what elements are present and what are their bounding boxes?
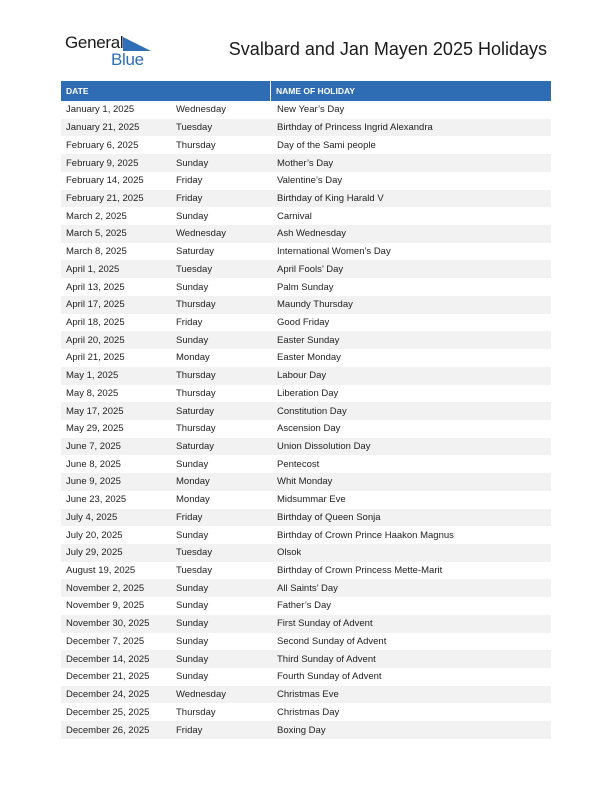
holiday-date: May 29, 2025 (66, 423, 124, 435)
holiday-name: Labour Day (277, 370, 327, 382)
header-holiday-name: NAME OF HOLIDAY (276, 86, 356, 96)
holiday-weekday: Sunday (176, 334, 209, 346)
holiday-name: Christmas Day (277, 706, 340, 718)
holiday-date: March 5, 2025 (66, 228, 127, 240)
holiday-date: August 19, 2025 (66, 565, 136, 577)
holiday-date: March 8, 2025 (66, 246, 127, 258)
holiday-date: December 24, 2025 (66, 689, 150, 701)
holiday-weekday: Sunday (176, 635, 209, 647)
holiday-date: December 25, 2025 (66, 706, 150, 718)
table-row (61, 721, 551, 739)
holiday-date: April 17, 2025 (66, 299, 125, 311)
table-row (61, 349, 551, 367)
holidays-table (61, 81, 551, 739)
holiday-weekday: Sunday (176, 458, 209, 470)
holiday-name: Birthday of King Harald V (277, 192, 384, 204)
holiday-weekday: Thursday (176, 706, 216, 718)
holiday-weekday: Friday (176, 192, 203, 204)
table-row (61, 668, 551, 686)
holiday-date: April 20, 2025 (66, 334, 125, 346)
holiday-weekday: Friday (176, 724, 203, 736)
table-row (61, 243, 551, 261)
table-row (61, 154, 551, 172)
holiday-date: April 1, 2025 (66, 263, 120, 275)
holiday-date: June 9, 2025 (66, 476, 121, 488)
holiday-date: November 9, 2025 (66, 600, 145, 612)
table-row (61, 119, 551, 137)
holiday-weekday: Tuesday (176, 263, 213, 275)
holiday-date: December 26, 2025 (66, 724, 150, 736)
holiday-weekday: Wednesday (176, 689, 226, 701)
holiday-date: November 30, 2025 (66, 618, 150, 630)
holiday-name: Ascension Day (277, 423, 341, 435)
holiday-weekday: Friday (176, 175, 203, 187)
holiday-date: July 4, 2025 (66, 511, 118, 523)
table-row (61, 136, 551, 154)
holiday-name: Mother’s Day (277, 157, 334, 169)
holiday-date: February 6, 2025 (66, 139, 139, 151)
holiday-date: April 18, 2025 (66, 316, 125, 328)
holiday-weekday: Tuesday (176, 547, 213, 559)
table-row (61, 278, 551, 296)
holiday-name: April Fools’ Day (277, 263, 344, 275)
holiday-weekday: Sunday (176, 529, 209, 541)
holiday-date: January 1, 2025 (66, 104, 135, 116)
holiday-weekday: Friday (176, 316, 203, 328)
table-row (61, 314, 551, 332)
holiday-name: Whit Monday (277, 476, 333, 488)
holiday-weekday: Tuesday (176, 565, 213, 577)
holiday-name: Carnival (277, 210, 312, 222)
holiday-date: June 23, 2025 (66, 494, 127, 506)
holiday-weekday: Saturday (176, 441, 215, 453)
table-row (61, 225, 551, 243)
holiday-weekday: Wednesday (176, 228, 226, 240)
holiday-weekday: Monday (176, 352, 210, 364)
holiday-name: Easter Monday (277, 352, 341, 364)
table-row (61, 438, 551, 456)
holiday-name: Union Dissolution Day (277, 441, 371, 453)
holiday-name: Pentecost (277, 458, 320, 470)
holiday-weekday: Thursday (176, 387, 216, 399)
holiday-weekday: Thursday (176, 299, 216, 311)
holiday-weekday: Thursday (176, 139, 216, 151)
table-row (61, 509, 551, 527)
holiday-weekday: Wednesday (176, 104, 226, 116)
table-row (61, 331, 551, 349)
holiday-date: June 7, 2025 (66, 441, 121, 453)
holiday-date: February 14, 2025 (66, 175, 144, 187)
holiday-weekday: Sunday (176, 582, 209, 594)
holiday-name: International Women’s Day (277, 246, 391, 258)
holiday-weekday: Thursday (176, 370, 216, 382)
holiday-weekday: Thursday (176, 423, 216, 435)
holiday-date: December 14, 2025 (66, 653, 150, 665)
table-row (61, 402, 551, 420)
holiday-date: February 21, 2025 (66, 192, 144, 204)
holiday-name: Birthday of Crown Prince Haakon Magnus (277, 529, 454, 541)
holiday-name: New Year’s Day (277, 104, 345, 116)
holiday-date: November 2, 2025 (66, 582, 145, 594)
table-row (61, 367, 551, 385)
header-date: DATE (61, 81, 271, 101)
table-row (61, 260, 551, 278)
holiday-date: May 1, 2025 (66, 370, 119, 382)
table-row (61, 101, 551, 119)
holiday-date: July 29, 2025 (66, 547, 123, 559)
holiday-weekday: Sunday (176, 653, 209, 665)
holiday-date: January 21, 2025 (66, 122, 140, 134)
holiday-weekday: Sunday (176, 210, 209, 222)
table-header (61, 81, 551, 101)
holiday-date: May 17, 2025 (66, 405, 124, 417)
holiday-name: Father’s Day (277, 600, 332, 612)
holiday-name: All Saints’ Day (277, 582, 338, 594)
table-row (61, 473, 551, 491)
holiday-date: May 8, 2025 (66, 387, 119, 399)
holiday-date: December 21, 2025 (66, 671, 150, 683)
holiday-weekday: Monday (176, 494, 210, 506)
holiday-weekday: Sunday (176, 157, 209, 169)
holiday-name: Fourth Sunday of Advent (277, 671, 382, 683)
holiday-weekday: Sunday (176, 618, 209, 630)
holiday-date: April 13, 2025 (66, 281, 125, 293)
holiday-name: Palm Sunday (277, 281, 334, 293)
table-row (61, 491, 551, 509)
table-row (61, 562, 551, 580)
holiday-name: Birthday of Crown Princess Mette-Marit (277, 565, 443, 577)
holiday-weekday: Sunday (176, 281, 209, 293)
holiday-name: Olsok (277, 547, 302, 559)
table-row (61, 296, 551, 314)
holiday-name: Easter Sunday (277, 334, 340, 346)
holiday-name: Birthday of Queen Sonja (277, 511, 381, 523)
holiday-name: Liberation Day (277, 387, 339, 399)
holiday-name: Ash Wednesday (277, 228, 347, 240)
table-row (61, 455, 551, 473)
table-row (61, 615, 551, 633)
holiday-weekday: Sunday (176, 671, 209, 683)
holiday-weekday: Saturday (176, 405, 215, 417)
table-body (61, 101, 551, 739)
table-row (61, 526, 551, 544)
table-row (61, 650, 551, 668)
holiday-name: Midsummar Eve (277, 494, 346, 506)
holiday-weekday: Monday (176, 476, 210, 488)
holiday-date: June 8, 2025 (66, 458, 121, 470)
holiday-date: April 21, 2025 (66, 352, 125, 364)
logo-blue-text: Blue (111, 50, 144, 69)
page-title: Svalbard and Jan Mayen 2025 Holidays (228, 39, 547, 59)
holiday-date: July 20, 2025 (66, 529, 123, 541)
holiday-weekday: Sunday (176, 600, 209, 612)
table-row (61, 172, 551, 190)
table-row (61, 544, 551, 562)
table-row (61, 686, 551, 704)
holiday-name: Christmas Eve (277, 689, 339, 701)
table-row (61, 597, 551, 615)
table-row (61, 703, 551, 721)
holiday-name: Valentine’s Day (277, 175, 343, 187)
holiday-date: December 7, 2025 (66, 635, 145, 647)
holiday-name: Boxing Day (277, 724, 326, 736)
holiday-weekday: Tuesday (176, 122, 213, 134)
holiday-name: Second Sunday of Advent (277, 635, 387, 647)
holiday-name: Good Friday (277, 316, 330, 328)
holiday-name: Day of the Sami people (277, 139, 376, 151)
table-row (61, 579, 551, 597)
holiday-weekday: Saturday (176, 246, 215, 258)
holiday-name: Constitution Day (277, 405, 347, 417)
holiday-weekday: Friday (176, 511, 203, 523)
table-row (61, 385, 551, 403)
holiday-name: Birthday of Princess Ingrid Alexandra (277, 122, 433, 134)
holiday-date: March 2, 2025 (66, 210, 127, 222)
logo-general-text: General (65, 33, 124, 52)
holiday-name: Maundy Thursday (277, 299, 353, 311)
holiday-date: February 9, 2025 (66, 157, 139, 169)
table-row (61, 420, 551, 438)
holiday-name: Third Sunday of Advent (277, 653, 376, 665)
holiday-name: First Sunday of Advent (277, 618, 373, 630)
table-row (61, 190, 551, 208)
table-row (61, 207, 551, 225)
table-row (61, 633, 551, 651)
logo (65, 33, 155, 69)
